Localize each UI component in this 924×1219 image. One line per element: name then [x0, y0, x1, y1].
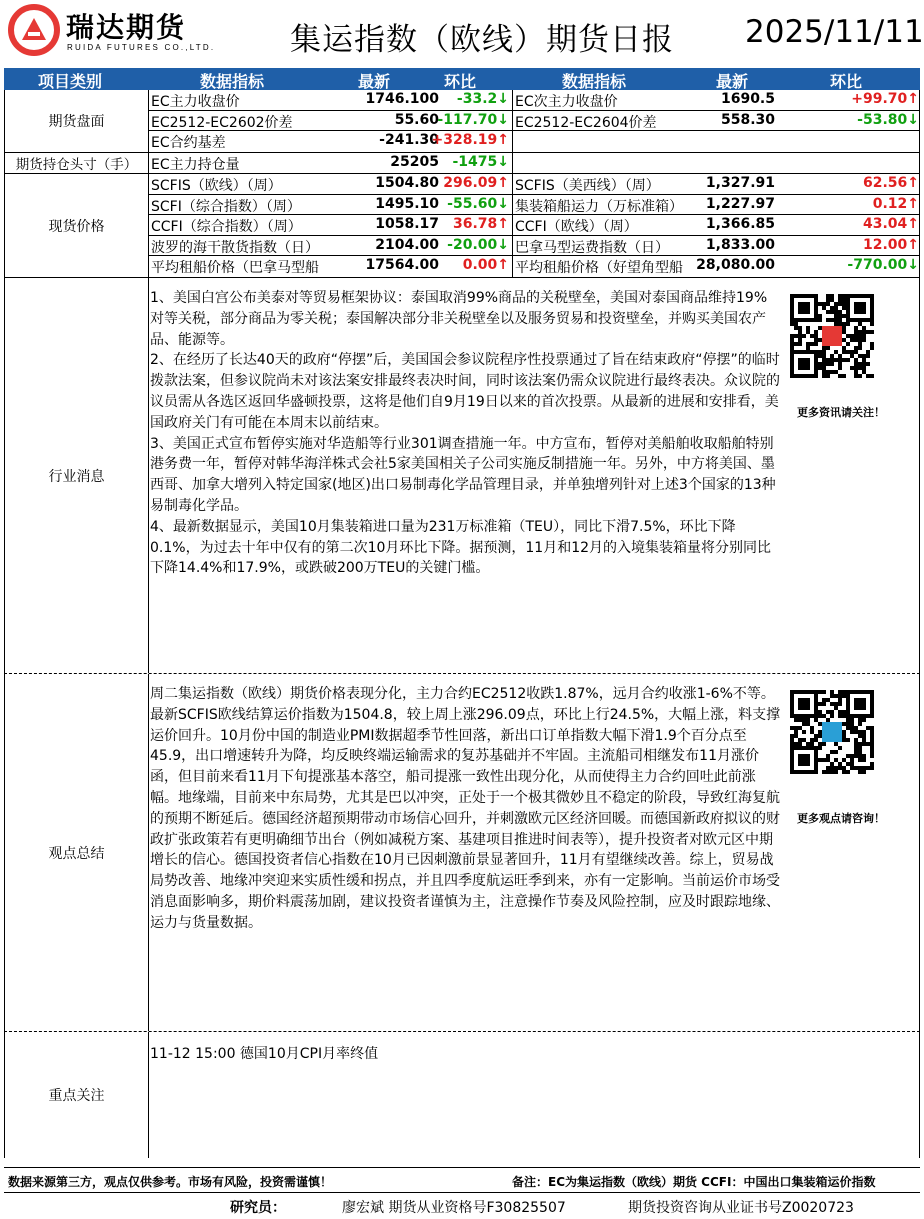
metric-name: 波罗的海干散货指数（日）	[151, 239, 319, 256]
latest-value: -241.30	[379, 132, 439, 148]
view-label: 观点总结	[5, 674, 149, 1031]
col-category: 项目类别	[38, 72, 103, 91]
change-value: -33.2↓	[456, 91, 509, 107]
qr-code-news-icon	[790, 294, 874, 378]
focus-content: 11-12 15:00 德国10月CPI月率终值	[150, 1046, 379, 1062]
spot-rows	[149, 174, 919, 277]
report-header	[0, 0, 924, 68]
table-header-bar	[4, 68, 920, 90]
footer-disclaimer: 数据来源第三方，观点仅供参考。市场有风险，投资需谨慎！	[8, 1175, 333, 1189]
researcher-consult: 期货投资咨询从业证书号Z0020723	[628, 1200, 854, 1216]
column-divider	[512, 153, 513, 174]
researcher-name: 廖宏斌 期货从业资格号F30825507	[342, 1200, 566, 1216]
report-table	[4, 68, 920, 1158]
metric-name: EC次主力收盘价	[515, 94, 618, 110]
metric-name: SCFIS（欧线）（周）	[151, 178, 282, 194]
section-position	[4, 153, 920, 174]
latest-value: 55.60	[394, 111, 439, 128]
metric-name: EC主力持仓量	[151, 157, 240, 173]
col-latest-right: 最新	[716, 72, 749, 91]
metric-name: SCFIS（美西线）（周）	[515, 178, 660, 194]
change-value: -1475↓	[452, 154, 509, 170]
news-item-2: 2、在经历了长达40天的政府“停摆”后，美国国会参议院程序性投票通过了旨在结束政府“停摆”的临时拨款法案，但参议院尚未对该法案安排最终表决时间，同时该法案仍需众议院进行最终表决。众议院的议员需从各选区返回华盛顿投票，这将是他们自9月19日以来的首次投票。从最新的进展和安排看，美国政府关门有可能在本周末以前结束。	[150, 352, 780, 431]
column-divider	[512, 195, 513, 215]
column-divider	[512, 174, 513, 194]
change-value: 296.09↑	[443, 175, 509, 191]
view-content: 周二集运指数（欧线）期货价格表现分化，主力合约EC2512收跌1.87%，远月合约收涨1-6%不等。最新SCFIS欧线结算运价指数为1504.8，较上周上涨296.09点，环比上行24.5%，大幅上涨，料支撑运价回升。10月份中国的制造业PMI数据超季节性回落，新出口订单指数大幅下滑1.9个百分点至45.9，出口增速转升为降，均反映终端运输需求的复苏基础并不牢固。主流船司相继发布11月涨价函，但目前来看11月下旬提涨基本落空，船司提涨一致性出现分化，从而使得主力合约回吐此前涨幅。地缘端，目前来中东局势，尤其是巴以冲突，正处于一个极其微妙且不稳定的阶段，导致红海复航的预期不断延后。德国经济超预期带动市场信心回升，并刺激欧元区经济回暖。而德国新政府拟议的财政扩张政策若有更明确细节出台（例如减税方案、基建项目推进时间表等），提升投资者对欧元区中期增长的信心。德国投资者信心指数在10月已因刺激前景显著回升，11月有望继续改善。综上，贸易战局势改善、地缘冲突迎来实质性缓和拐点，并且四季度航运旺季到来，亦有一定影响。当前运价市场受消息面影响多，期价料震荡加剧，建议投资者谨慎为主，注意操作节奏及风险控制，应及时跟踪地缘、运力与货量数据。	[150, 686, 781, 931]
table-row	[149, 153, 919, 174]
company-name-en: RUIDA FUTURES CO.,LTD.	[67, 43, 216, 52]
table-row	[149, 256, 919, 277]
spot-label: 现货价格	[5, 174, 149, 277]
table-row	[149, 215, 919, 236]
latest-value: 1495.10	[375, 195, 439, 212]
col-metric-right: 数据指标	[562, 72, 627, 91]
col-change-right: 环比	[830, 72, 863, 91]
column-divider	[512, 131, 513, 152]
focus-label: 重点关注	[5, 1032, 149, 1158]
column-divider	[512, 215, 513, 235]
latest-value: 1,366.85	[705, 216, 775, 232]
latest-value: 558.30	[720, 111, 775, 128]
company-name-cn: 瑞达期货	[66, 11, 187, 44]
latest-value: 1,227.97	[705, 195, 775, 212]
metric-name: 平均租船价格（好望角型船	[515, 260, 683, 276]
col-latest-left: 最新	[358, 72, 391, 91]
section-futures	[4, 90, 920, 153]
news-content	[150, 288, 780, 579]
column-divider	[512, 236, 513, 256]
footer-bar	[4, 1167, 920, 1193]
news-item-1: 1、美国白宫公布美泰对等贸易框架协议：泰国取消99%商品的关税壁垒，美国对泰国商品维持19%对等关税，部分商品为零关税；泰国解决部分非关税壁垒以及服务贸易和投资壁垒，并购买美国农产品、能源等。	[150, 290, 768, 348]
qr-news-caption: 更多资讯请关注！	[797, 406, 885, 419]
latest-value: 25205	[390, 154, 439, 170]
change-value: 12.00↑	[862, 236, 919, 253]
report-date: 2025/11/11	[745, 14, 924, 50]
futures-label: 期货盘面	[5, 90, 149, 152]
table-row	[149, 195, 919, 216]
section-spot	[4, 174, 920, 278]
table-row	[149, 131, 919, 152]
metric-name: CCFI（欧线）（周）	[515, 219, 638, 235]
latest-value: 1,327.91	[705, 175, 775, 191]
table-row	[149, 174, 919, 195]
ruida-logo-icon	[8, 4, 60, 56]
metric-name: SCFI（综合指数）（周）	[151, 198, 301, 215]
change-value: -770.00↓	[847, 257, 919, 273]
table-row	[149, 111, 919, 132]
futures-rows	[149, 90, 919, 152]
latest-value: 1,833.00	[705, 236, 775, 253]
latest-value: 1504.80	[375, 175, 439, 191]
metric-name: CCFI（综合指数）（周）	[151, 219, 302, 235]
change-value: 43.04↑	[862, 216, 919, 232]
news-item-4: 4、最新数据显示，美国10月集装箱进口量为231万标准箱（TEU），同比下滑7.5%，环比下降0.1%，为过去十年中仅有的第二次10月环比下降。据预测，11月和12月的入境集装箱量将分别同比下降14.4%和17.9%，或跌破200万TEU的关键门槛。	[150, 518, 772, 577]
qr-code-view-icon	[790, 690, 874, 774]
report-title: 集运指数（欧线）期货日报	[290, 22, 674, 58]
table-row	[149, 90, 919, 111]
section-focus	[4, 1032, 920, 1158]
metric-name: EC2512-EC2602价差	[151, 114, 293, 131]
metric-name: 平均租船价格（巴拿马型船	[151, 260, 319, 276]
position-rows	[149, 153, 919, 174]
metric-name: EC主力收盘价	[151, 94, 240, 110]
table-row	[149, 236, 919, 257]
metric-name: 巴拿马型运费指数（日）	[515, 239, 669, 256]
col-change-left: 环比	[444, 72, 477, 91]
news-item-3: 3、美国正式宣布暂停实施对华造船等行业301调查措施一年。中方宣布，暂停对美船舶收取船舶特别港务费一年，暂停对韩华海洋株式会社5家美国相关子公司实施反制措施一年。另外，中方将美国、墨西哥、加拿大增列入特定国家(地区)出口易制毒化学品管理目录，并单独增列针对上述3个国家的13种易制毒化学品。	[150, 435, 776, 514]
metric-name: 集装箱船运力（万标准箱）	[515, 198, 683, 215]
change-value: -55.60↓	[447, 195, 509, 212]
change-value: +99.70↑	[851, 91, 919, 107]
column-divider	[512, 256, 513, 277]
news-label: 行业消息	[5, 278, 149, 673]
researcher-label: 研究员：	[230, 1200, 286, 1216]
metric-name: EC2512-EC2604价差	[515, 114, 657, 131]
column-divider	[512, 90, 513, 110]
change-value: -20.00↓	[447, 236, 509, 253]
metric-name: EC合约基差	[151, 135, 226, 151]
latest-value: 28,080.00	[696, 257, 775, 273]
latest-value: 1690.5	[720, 91, 775, 107]
change-value: -53.80↓	[857, 111, 919, 128]
col-metric-left: 数据指标	[200, 72, 265, 91]
qr-view-caption: 更多观点请咨询！	[797, 812, 885, 825]
position-label: 期货持仓头寸（手）	[5, 153, 149, 173]
change-value: 62.56↑	[862, 175, 919, 191]
change-value: 36.78↑	[452, 216, 509, 232]
column-divider	[512, 111, 513, 131]
latest-value: 1058.17	[375, 216, 439, 232]
latest-value: 1746.100	[365, 91, 439, 107]
change-value: -117.70↓	[437, 111, 509, 128]
change-value: 0.12↑	[872, 195, 919, 212]
latest-value: 17564.00	[365, 257, 439, 273]
footer-note: 备注：EC为集运指数（欧线）期货 CCFI：中国出口集装箱运价指数	[512, 1175, 876, 1189]
latest-value: 2104.00	[375, 236, 439, 253]
change-value: +328.19↑	[431, 132, 509, 148]
change-value: 0.00↑	[462, 257, 509, 273]
